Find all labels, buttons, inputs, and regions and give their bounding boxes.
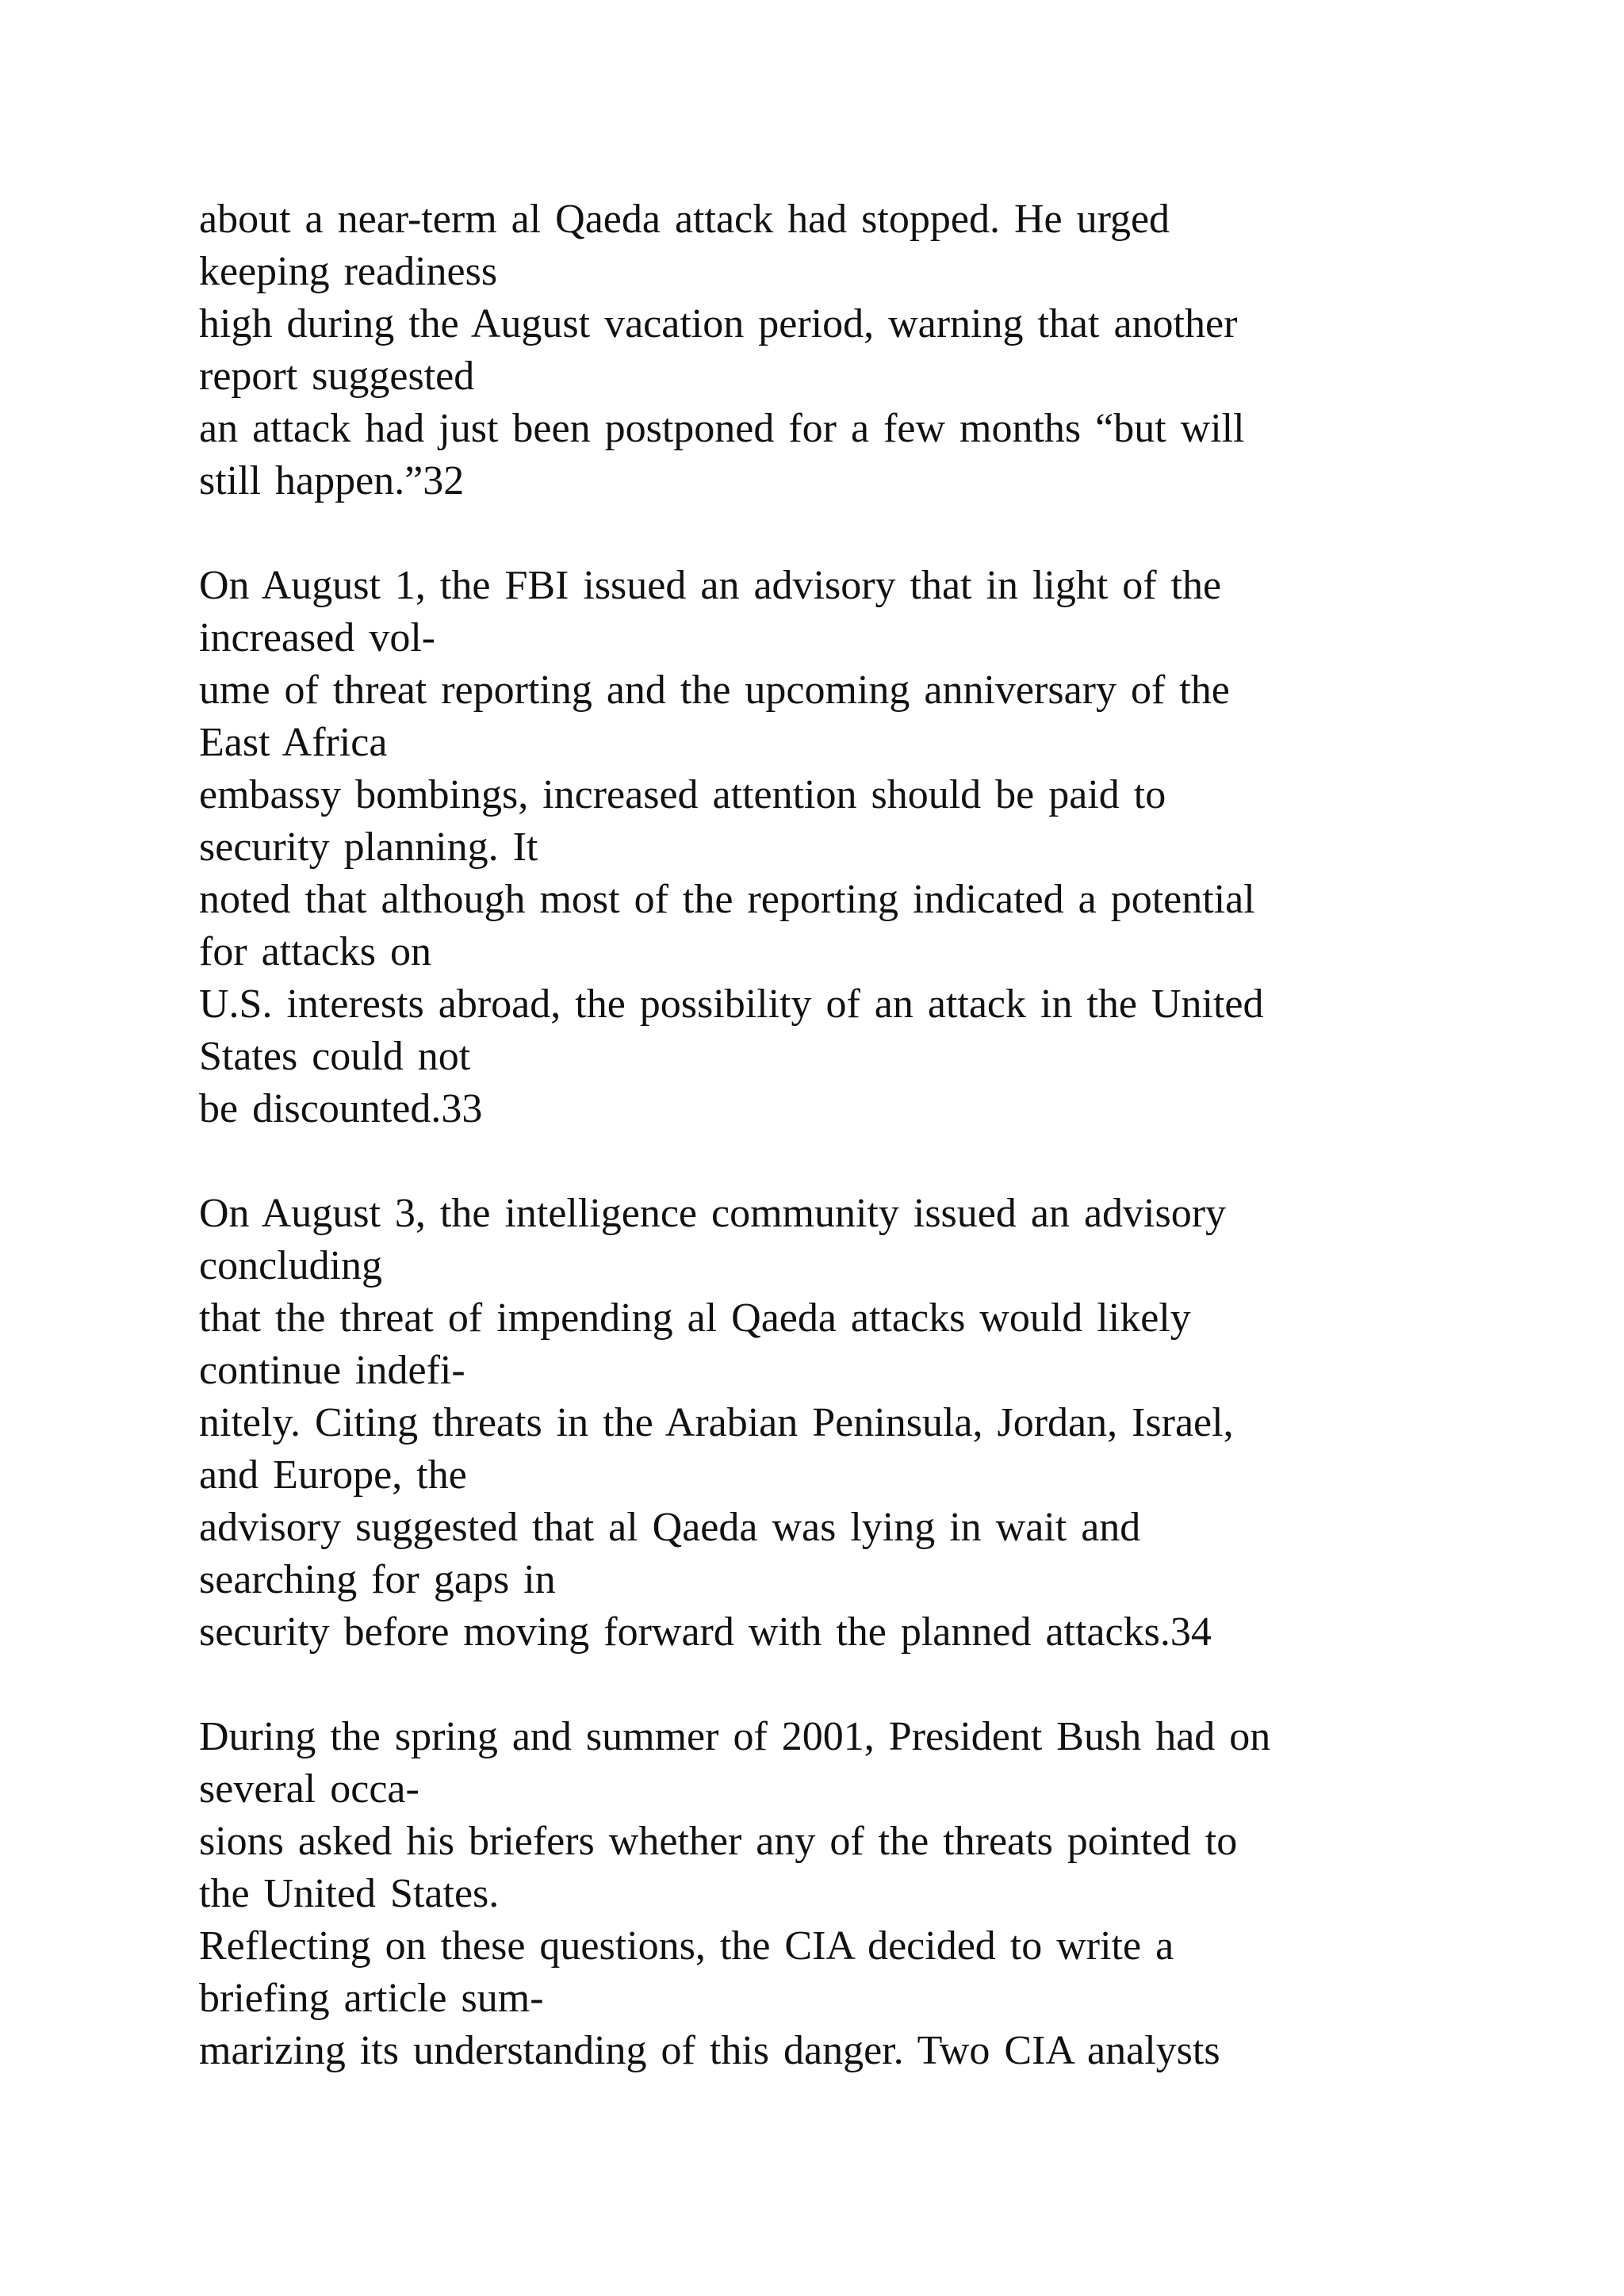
paragraph-4: [199, 1711, 1436, 2077]
text-line: increased vol-: [199, 615, 436, 660]
text-line: Reflecting on these questions, the CIA decided to write a: [199, 1923, 1174, 1969]
text-line: security planning. It: [199, 825, 538, 870]
text-line: that the threat of impending al Qaeda attacks would likely: [199, 1295, 1191, 1341]
text-line: the United States.: [199, 1871, 500, 1916]
paragraph-3: [199, 1188, 1436, 1659]
paragraph-spacer: [199, 507, 1436, 560]
text-line: searching for gaps in: [199, 1557, 556, 1602]
text-line: marizing its understanding of this danger. Two CIA analysts: [199, 2028, 1220, 2073]
text-line: still happen.”32: [199, 458, 465, 503]
text-line: security before moving forward with the planned attacks.34: [199, 1609, 1212, 1655]
text-line: noted that although most of the reporting indicated a potential: [199, 877, 1255, 922]
text-line: During the spring and summer of 2001, President Bush had on: [199, 1714, 1271, 1759]
text-line: advisory suggested that al Qaeda was lying in wait and: [199, 1505, 1141, 1550]
text-line: U.S. interests abroad, the possibility of an attack in the United: [199, 982, 1264, 1027]
paragraph-spacer: [199, 1659, 1436, 1711]
text-line: ume of threat reporting and the upcoming anniversary of the: [199, 668, 1230, 713]
text-line: concluding: [199, 1243, 383, 1288]
text-line: for attacks on: [199, 929, 432, 974]
text-line: an attack had just been postponed for a few months “but will: [199, 406, 1245, 451]
text-line: On August 3, the intelligence community issued an advisory: [199, 1191, 1227, 1236]
text-line: States could not: [199, 1034, 471, 1079]
text-line: East Africa: [199, 720, 388, 765]
paragraph-spacer: [199, 1135, 1436, 1188]
paragraph-2: [199, 560, 1436, 1135]
text-line: be discounted.33: [199, 1086, 483, 1131]
text-line: continue indefi-: [199, 1348, 465, 1393]
text-line: about a near-term al Qaeda attack had stopped. He urged: [199, 197, 1170, 242]
body-text: [199, 193, 1436, 2077]
text-line: sions asked his briefers whether any of the threats pointed to: [199, 1819, 1238, 1864]
paragraph-1: [199, 193, 1436, 507]
text-line: briefing article sum-: [199, 1976, 544, 2021]
text-line: high during the August vacation period, warning that another: [199, 301, 1238, 346]
text-line: nitely. Citing threats in the Arabian Peninsula, Jordan, Israel,: [199, 1400, 1234, 1445]
text-line: several occa-: [199, 1766, 419, 1812]
text-line: embassy bombings, increased attention should be paid to: [199, 772, 1166, 817]
text-line: report suggested: [199, 354, 475, 399]
text-line: keeping readiness: [199, 249, 498, 294]
text-line: and Europe, the: [199, 1452, 467, 1498]
text-line: On August 1, the FBI issued an advisory that in light of the: [199, 563, 1222, 608]
